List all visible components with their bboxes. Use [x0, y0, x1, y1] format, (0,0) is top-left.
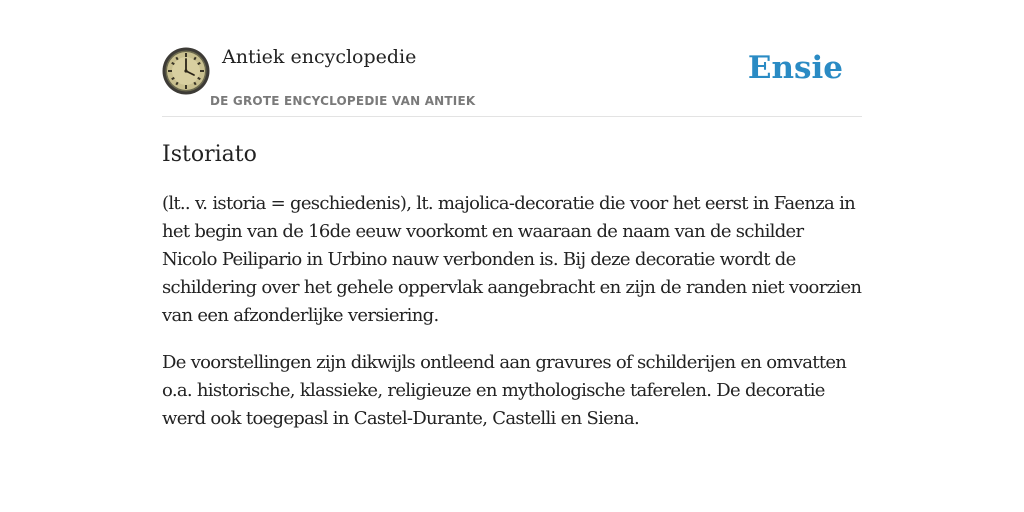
site-title[interactable]: Antiek encyclopedie — [222, 46, 417, 68]
antique-clock-icon[interactable] — [162, 47, 210, 95]
article-title: Istoriato — [162, 142, 257, 167]
article — [162, 138, 862, 452]
article-paragraph: (lt.. v. istoria = geschiedenis), lt. majolica-decoratie die voor het eerst in Faenza in het begin van de 16de eeuw voorkomt en waaraan de naam van de schilder Nicolo Peilipario in Urbino nauw verbonden is. Bij deze decoratie wordt de schildering over het gehele oppervlak aangebracht en zijn de randen niet voorzien van een afzonderlijke versiering. — [162, 193, 862, 326]
article-paragraph: De voorstellingen zijn dikwijls ontleend aan gravures of schilderijen en omvatten o.a. historische, klassieke, religieuze en mythologische taferelen. De decoratie werd ook toegepasl in Castel-Durante, Castelli en Siena. — [162, 352, 847, 429]
article-body — [162, 190, 862, 433]
ensie-logo-link[interactable]: Ensie — [747, 50, 843, 86]
site-header — [162, 44, 862, 117]
site-subtitle: DE GROTE ENCYCLOPEDIE VAN ANTIEK — [210, 94, 476, 108]
